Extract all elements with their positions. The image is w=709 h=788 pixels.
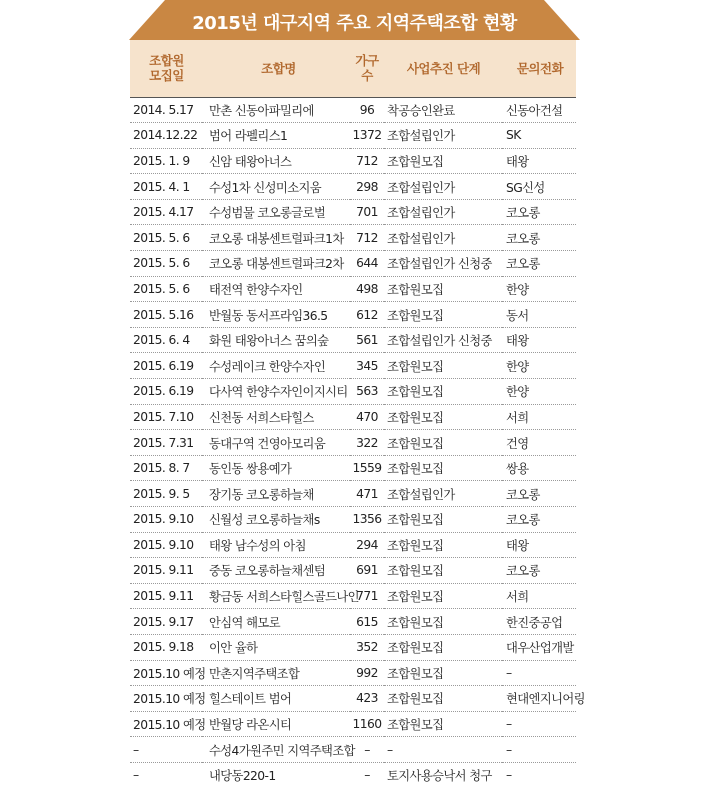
cell-contact: 서희 — [502, 404, 576, 430]
cell-households: 691 — [350, 558, 384, 584]
cell-union-name: 안심역 해모로 — [202, 609, 350, 635]
cell-households: 563 — [350, 379, 384, 405]
cell-recruit-date: – — [130, 737, 202, 763]
cell-union-name: 코오롱 대봉센트럴파크2차 — [202, 251, 350, 277]
cell-households: 771 — [350, 583, 384, 609]
cell-contact: 코오롱 — [502, 558, 576, 584]
cell-stage: 조합설립인가 — [384, 481, 502, 507]
table-row — [130, 199, 576, 225]
cell-stage: 조합원모집 — [384, 353, 502, 379]
cell-recruit-date: 2015. 9.11 — [130, 583, 202, 609]
cell-households: 1372 — [350, 123, 384, 149]
cell-households: 612 — [350, 302, 384, 328]
cell-recruit-date: 2015. 9.10 — [130, 532, 202, 558]
title-banner — [0, 0, 709, 40]
cell-union-name: 힐스테이트 범어 — [202, 686, 350, 712]
cell-stage: 조합원모집 — [384, 634, 502, 660]
cell-stage: 조합원모집 — [384, 711, 502, 737]
cell-households: 644 — [350, 251, 384, 277]
table-row — [130, 302, 576, 328]
cell-stage: 조합설립인가 — [384, 199, 502, 225]
cell-recruit-date: 2015. 4.17 — [130, 199, 202, 225]
cell-union-name: 범어 라펠리스1 — [202, 123, 350, 149]
table-row — [130, 660, 576, 686]
cell-households: 294 — [350, 532, 384, 558]
table-row — [130, 353, 576, 379]
cell-recruit-date: 2015. 5. 6 — [130, 225, 202, 251]
cell-contact: 쌍용 — [502, 455, 576, 481]
cell-recruit-date: 2015. 6.19 — [130, 379, 202, 405]
table-row — [130, 711, 576, 737]
table-row — [130, 737, 576, 763]
cell-households: 423 — [350, 686, 384, 712]
table-row — [130, 430, 576, 456]
header-contact: 문의전화 — [502, 40, 576, 97]
cell-union-name: 코오롱 대봉센트럴파크1차 — [202, 225, 350, 251]
table-row — [130, 379, 576, 405]
cell-households: 471 — [350, 481, 384, 507]
table-row — [130, 609, 576, 635]
cell-union-name: 반월당 라온시티 — [202, 711, 350, 737]
cell-stage: 조합원모집 — [384, 532, 502, 558]
cell-contact: 코오롱 — [502, 251, 576, 277]
cell-stage: 토지사용승낙서 청구 — [387, 769, 492, 784]
cell-households: 1559 — [350, 455, 384, 481]
table-row — [130, 634, 576, 660]
header-recruit-date: 조합원 모집일 — [130, 40, 202, 97]
cell-households: 712 — [350, 225, 384, 251]
cell-households: – — [364, 768, 370, 783]
table-row — [130, 174, 576, 200]
page-title: 2015년 대구지역 주요 지역주택조합 현황 — [192, 13, 517, 34]
cell-contact: – — [502, 660, 576, 686]
cell-households: 345 — [350, 353, 384, 379]
table-row — [130, 148, 576, 174]
cell-union-name: 장기동 코오롱하늘채 — [202, 481, 350, 507]
cell-households: – — [350, 737, 384, 763]
table-row — [130, 97, 576, 123]
header-union-name: 조합명 — [202, 40, 350, 97]
table-row — [130, 532, 576, 558]
cell-contact: 대우산업개발 — [502, 634, 576, 660]
cell-union-name: 이안 율하 — [202, 634, 350, 660]
cell-recruit-date: 2015. 8. 7 — [130, 455, 202, 481]
cell-stage: 조합설립인가 신청중 — [384, 251, 502, 277]
cell-households: 712 — [350, 148, 384, 174]
cell-union-name: 수성4가원주민 지역주택조합 — [202, 737, 350, 763]
cell-households: 352 — [350, 634, 384, 660]
cell-stage: 조합설립인가 신청중 — [384, 327, 502, 353]
cell-stage: 조합설립인가 — [384, 225, 502, 251]
cell-contact: SG신성 — [502, 174, 576, 200]
cell-households: 701 — [350, 199, 384, 225]
table-row — [130, 225, 576, 251]
table-row — [130, 327, 576, 353]
cell-contact: – — [502, 711, 576, 737]
cell-union-name: 수성1차 신성미소지움 — [202, 174, 350, 200]
cell-recruit-date: 2015.10 예정 — [130, 660, 202, 686]
cell-stage: 조합원모집 — [384, 379, 502, 405]
cell-union-name: 중동 코오롱하늘채센텀 — [202, 558, 350, 584]
cell-union-name: 신암 태왕아너스 — [202, 148, 350, 174]
cell-stage: 조합설립인가 — [384, 174, 502, 200]
header-households: 가구 수 — [350, 40, 384, 97]
cell-contact: 동서 — [502, 302, 576, 328]
cell-stage: – — [384, 737, 502, 763]
cell-recruit-date: 2015. 5.16 — [130, 302, 202, 328]
cell-stage: 조합원모집 — [384, 558, 502, 584]
cell-recruit-date: 2014. 5.17 — [130, 97, 202, 123]
cell-recruit-date: 2015. 7.10 — [130, 404, 202, 430]
cell-households: 1160 — [350, 711, 384, 737]
cell-contact: 한진중공업 — [502, 609, 576, 635]
cell-union-name: 화원 태왕아너스 꿈의숲 — [202, 327, 350, 353]
cell-recruit-date: 2015. 4. 1 — [130, 174, 202, 200]
cell-recruit-date: 2015. 9.18 — [130, 634, 202, 660]
cell-households: 470 — [350, 404, 384, 430]
cell-contact: 태왕 — [502, 327, 576, 353]
cell-stage: 조합설립인가 — [384, 123, 502, 149]
cell-stage: 조합원모집 — [384, 583, 502, 609]
cell-contact: 코오롱 — [502, 507, 576, 533]
table-row — [130, 558, 576, 584]
cell-contact: 한양 — [502, 353, 576, 379]
cell-union-name: 만촌 신동아파밀리에 — [202, 97, 350, 123]
cell-recruit-date: 2015.10 예정 — [130, 686, 202, 712]
cell-households: 322 — [350, 430, 384, 456]
cell-stage: 조합원모집 — [384, 148, 502, 174]
table-row — [130, 123, 576, 149]
cell-union-name: 동대구역 건영아모리움 — [202, 430, 350, 456]
table-body — [130, 97, 585, 788]
cell-union-name: 태왕 남수성의 아침 — [202, 532, 350, 558]
cell-stage: 조합원모집 — [384, 404, 502, 430]
cell-households: 96 — [350, 97, 384, 123]
cell-recruit-date: 2015.10 예정 — [130, 711, 202, 737]
cell-contact: – — [506, 768, 512, 783]
cell-recruit-date: 2015. 9.17 — [130, 609, 202, 635]
cell-stage: 조합원모집 — [384, 302, 502, 328]
cell-recruit-date: 2015. 7.31 — [130, 430, 202, 456]
cell-recruit-date: – — [133, 768, 139, 783]
cell-households: 615 — [350, 609, 384, 635]
table-header-row — [130, 40, 576, 97]
cell-recruit-date: 2015. 9.10 — [130, 507, 202, 533]
cell-union-name: 수성범물 코오롱글로벌 — [202, 199, 350, 225]
cell-contact: – — [502, 737, 576, 763]
table-row — [130, 276, 576, 302]
cell-contact: 한양 — [502, 379, 576, 405]
cell-contact: 한양 — [502, 276, 576, 302]
cell-recruit-date: 2015. 5. 6 — [130, 251, 202, 277]
cell-stage: 조합원모집 — [384, 507, 502, 533]
cell-union-name: 신월성 코오롱하늘채s — [202, 507, 350, 533]
cell-stage: 조합원모집 — [384, 686, 502, 712]
table-row — [130, 481, 576, 507]
table-row — [130, 455, 576, 481]
cell-contact: SK — [502, 123, 576, 149]
table-row — [130, 583, 576, 609]
cell-contact: 코오롱 — [502, 481, 576, 507]
cell-union-name: 만촌지역주택조합 — [202, 660, 350, 686]
table-row — [130, 507, 576, 533]
cell-union-name: 황금동 서희스타힐스골드나인 — [202, 583, 350, 609]
cell-households: 1356 — [350, 507, 384, 533]
cell-households: 561 — [350, 327, 384, 353]
cell-households: 498 — [350, 276, 384, 302]
cell-recruit-date: 2015. 6.19 — [130, 353, 202, 379]
cell-contact: 태왕 — [502, 148, 576, 174]
cell-contact: 태왕 — [502, 532, 576, 558]
table-row — [130, 762, 576, 788]
cell-recruit-date: 2015. 9.11 — [130, 558, 202, 584]
cell-contact: 코오롱 — [502, 225, 576, 251]
cell-union-name: 수성레이크 한양수자인 — [202, 353, 350, 379]
cell-stage: 조합원모집 — [384, 430, 502, 456]
cell-recruit-date: 2015. 1. 9 — [130, 148, 202, 174]
cell-stage: 착공승인완료 — [384, 97, 502, 123]
cell-stage: 조합원모집 — [384, 609, 502, 635]
table-row — [130, 404, 576, 430]
cell-recruit-date: 2014.12.22 — [130, 123, 202, 149]
cell-recruit-date: 2015. 9. 5 — [130, 481, 202, 507]
cell-union-name: 태전역 한양수자인 — [202, 276, 350, 302]
table-row — [130, 251, 576, 277]
cell-contact: 현대엔지니어링 — [502, 686, 576, 712]
cell-contact: 서희 — [502, 583, 576, 609]
table-row — [130, 686, 576, 712]
housing-union-table — [130, 40, 585, 788]
cell-union-name: 다사역 한양수자인이지시티 — [202, 379, 350, 405]
cell-households: 298 — [350, 174, 384, 200]
cell-contact: 신동아건설 — [502, 97, 576, 123]
cell-union-name: 내당동220-1 — [209, 769, 276, 784]
cell-contact: 건영 — [502, 430, 576, 456]
cell-households: 992 — [350, 660, 384, 686]
cell-contact: 코오롱 — [502, 199, 576, 225]
cell-union-name: 신천동 서희스타힐스 — [202, 404, 350, 430]
cell-stage: 조합원모집 — [384, 276, 502, 302]
cell-union-name: 동인동 쌍용예가 — [202, 455, 350, 481]
cell-recruit-date: 2015. 5. 6 — [130, 276, 202, 302]
cell-union-name: 반월동 동서프라임36.5 — [202, 302, 350, 328]
cell-recruit-date: 2015. 6. 4 — [130, 327, 202, 353]
cell-stage: 조합원모집 — [384, 455, 502, 481]
header-stage: 사업추진 단계 — [384, 40, 502, 97]
cell-stage: 조합원모집 — [384, 660, 502, 686]
